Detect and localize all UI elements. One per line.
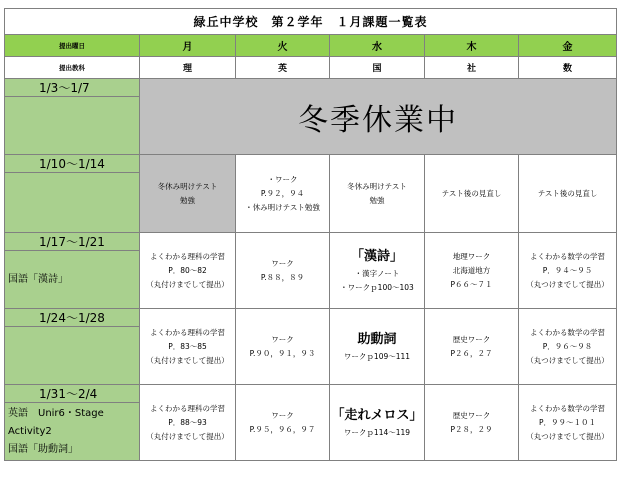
task-line: よくわかる理科の学習	[150, 403, 225, 413]
task-line: よくわかる数学の学習	[530, 327, 606, 337]
task-line: （丸付けまでして提出）	[146, 279, 229, 289]
day-header-row	[5, 35, 617, 57]
day-wed: 水	[330, 35, 425, 57]
task-line: 歴史ワーク	[452, 410, 491, 420]
task-line: （丸付けまでして提出）	[146, 355, 229, 365]
task-line: テスト後の見直し	[441, 188, 502, 198]
task-cell	[425, 385, 519, 461]
task-line: P．83〜85	[168, 341, 207, 351]
task-cell	[236, 233, 330, 309]
task-line: ワーク	[271, 334, 294, 344]
subject-tue: 英	[236, 57, 330, 79]
week-note-line: Activity2	[8, 425, 52, 437]
week-note	[5, 251, 140, 309]
task-line: P．80〜82	[168, 265, 207, 275]
task-line: P.８８，８９	[260, 272, 305, 282]
task-heading: 「漢詩」	[350, 248, 403, 264]
day-thu: 木	[425, 35, 519, 57]
task-line: P２８，２９	[450, 424, 493, 434]
task-line: ワークｐ109〜111	[343, 351, 411, 361]
week-range: 1/10〜1/14	[5, 155, 140, 173]
task-cell	[425, 309, 519, 385]
sheet-title: 緑丘中学校 第２学年 １月課題一覧表	[5, 9, 617, 35]
task-cell	[519, 233, 617, 309]
subject-fri: 数	[519, 57, 617, 79]
task-cell	[140, 233, 236, 309]
task-line: P６６〜７１	[450, 279, 493, 289]
day-tue: 火	[236, 35, 330, 57]
task-cell	[236, 309, 330, 385]
task-line: テスト後の見直し	[537, 188, 598, 198]
task-line: P.９０，９１，９３	[249, 348, 316, 358]
task-line: （丸つけまでして提出）	[526, 279, 609, 289]
subject-label: 提出教科	[5, 57, 140, 79]
week-note-line: 英語 Unir6・Stage	[8, 407, 104, 419]
task-cell	[140, 309, 236, 385]
week-note	[5, 97, 140, 155]
task-line: 北海道地方	[452, 265, 491, 275]
task-line: 地理ワーク	[452, 251, 491, 261]
week-range: 1/17〜1/21	[5, 233, 140, 251]
week-note	[5, 327, 140, 385]
week-note-line: 国語「助動詞」	[8, 443, 78, 455]
task-line: 歴史ワーク	[452, 334, 491, 344]
task-line: ・ワーク	[267, 174, 298, 184]
task-line: ワーク	[271, 410, 294, 420]
task-line: 冬休み明けテスト	[347, 181, 407, 191]
week-note	[5, 173, 140, 233]
task-line: P.９５，９６，９７	[249, 424, 316, 434]
task-cell	[236, 155, 330, 233]
task-line: （丸付けまでして提出）	[146, 431, 229, 441]
task-cell	[236, 385, 330, 461]
task-line: ・漢字ノート	[354, 268, 400, 278]
task-cell	[425, 155, 519, 233]
task-line: P.９２，９４	[260, 188, 305, 198]
week-note-line: 国語「漢詩」	[8, 273, 68, 285]
week-note	[5, 403, 140, 461]
task-cell	[330, 309, 425, 385]
task-cell	[519, 385, 617, 461]
week-range: 1/31〜2/4	[5, 385, 140, 403]
task-line: （丸つけまでして提出）	[526, 355, 609, 365]
task-line: 冬休み明けテスト	[157, 181, 218, 191]
task-heading: 「走れメロス」	[331, 407, 423, 423]
task-line: 勉強	[369, 195, 385, 205]
assignment-table	[4, 8, 617, 461]
task-cell	[519, 309, 617, 385]
holiday-banner: 冬季休業中	[140, 79, 617, 155]
day-label: 提出曜日	[5, 35, 140, 57]
task-cell	[519, 155, 617, 233]
task-cell	[330, 233, 425, 309]
week-range: 1/24〜1/28	[5, 309, 140, 327]
task-line: よくわかる理科の学習	[150, 251, 225, 261]
task-cell	[140, 385, 236, 461]
subject-header-row	[5, 57, 617, 79]
task-line: ・休み明けテスト勉強	[245, 202, 320, 212]
task-cell	[330, 385, 425, 461]
task-cell	[330, 155, 425, 233]
task-line: ワークｐ114〜119	[343, 427, 411, 437]
task-line: よくわかる数学の学習	[530, 403, 606, 413]
task-line: P．９６〜９８	[542, 341, 593, 351]
task-line: （丸つけまでして提出）	[526, 431, 609, 441]
task-line: P．９９〜１０１	[539, 417, 597, 427]
task-line: よくわかる理科の学習	[150, 327, 225, 337]
subject-wed: 国	[330, 57, 425, 79]
subject-mon: 理	[140, 57, 236, 79]
task-line: P．88〜93	[168, 417, 207, 427]
day-fri: 金	[519, 35, 617, 57]
task-heading: 助動詞	[357, 331, 397, 347]
week-range: 1/3〜1/7	[5, 79, 140, 97]
task-line: よくわかる数学の学習	[530, 251, 606, 261]
task-line: ワーク	[271, 258, 294, 268]
task-line: P．９４〜９５	[542, 265, 593, 275]
task-line: P２６，２７	[450, 348, 493, 358]
task-line: 勉強	[180, 195, 195, 205]
task-cell	[425, 233, 519, 309]
task-line: ・ワークｐ100〜103	[340, 282, 414, 292]
day-mon: 月	[140, 35, 236, 57]
task-cell	[140, 155, 236, 233]
subject-thu: 社	[425, 57, 519, 79]
